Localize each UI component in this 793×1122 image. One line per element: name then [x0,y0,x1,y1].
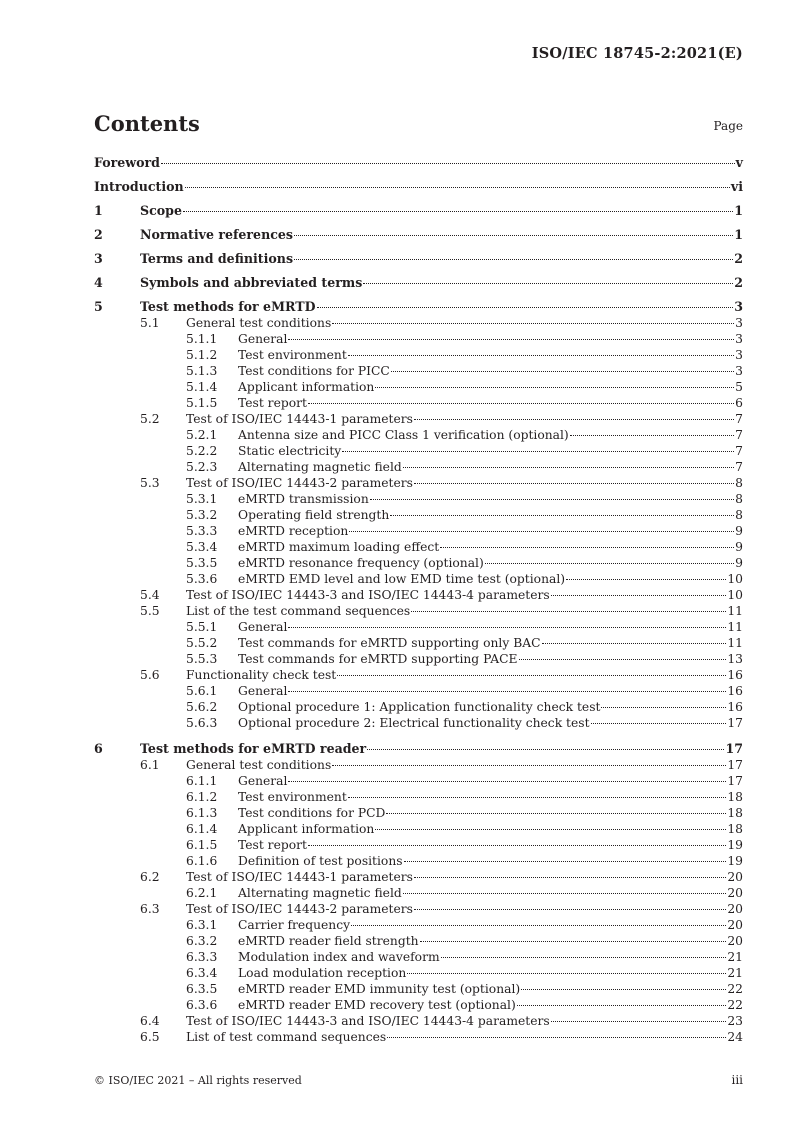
toc-entry[interactable] [94,443,743,459]
toc-entry-page: 21 [727,966,743,980]
toc-entry-title: Definition of test positions [238,854,403,868]
toc-entry-title: Symbols and abbreviated terms [140,275,363,290]
toc-leader-dots [521,989,726,990]
toc-entry[interactable] [94,917,743,933]
toc-entry-title: Foreword [94,155,160,170]
toc-entry-number: 6.2.1 [186,886,218,900]
toc-leader-dots [403,467,734,468]
toc-entry[interactable] [94,949,743,965]
toc-entry-number: 5.1.1 [186,332,218,346]
toc-leader-dots [387,1037,726,1038]
page-column-label: Page [713,119,743,133]
toc-entry-number: 5.6.3 [186,716,218,730]
toc-entry-title: Load modulation reception [238,966,407,980]
toc-entry-title: Test of ISO/IEC 14443-2 parameters [186,476,413,490]
toc-entry-number: 4 [94,275,103,290]
toc-entry-page: 23 [727,1014,743,1028]
toc-leader-dots [403,893,727,894]
toc-entry-title: Test commands for eMRTD supporting PACE [238,652,518,666]
toc-entry-page: 17 [727,774,743,788]
toc-entry-title: eMRTD transmission [238,492,369,506]
toc-entry-number: 5.3.1 [186,492,218,506]
toc-entry-number: 5.3.4 [186,540,218,554]
toc-entry[interactable] [94,821,743,837]
toc-leader-dots [551,1021,727,1022]
toc-entry-page: 17 [727,758,743,772]
toc-entry[interactable] [94,523,743,539]
toc-entry-title: Normative references [140,227,294,242]
toc-entry-page: 22 [727,998,743,1012]
toc-entry-number: 2 [94,227,103,242]
toc-leader-dots [420,941,727,942]
toc-entry-title: General test conditions [186,316,332,330]
toc-entry-title: Test of ISO/IEC 14443-2 parameters [186,902,413,916]
toc-entry-number: 5.6 [140,668,160,682]
toc-entry[interactable] [94,619,743,635]
toc-leader-dots [601,707,726,708]
toc-entry-title: Test of ISO/IEC 14443-1 parameters [186,870,413,884]
toc-entry[interactable] [94,869,743,885]
toc-entry[interactable] [94,475,743,491]
toc-entry-page: 7 [735,444,743,458]
toc-entry-page: 10 [727,572,743,586]
toc-entry-page: 7 [735,412,743,426]
toc-entry-number: 6.3.5 [186,982,218,996]
toc-entry-number: 5.6.2 [186,700,218,714]
toc-entry-page: 5 [735,380,743,394]
toc-leader-dots [591,723,727,724]
toc-entry[interactable] [94,699,743,715]
toc-entry-number: 6.3.6 [186,998,218,1012]
toc-entry-number: 5.5 [140,604,160,618]
toc-entry[interactable] [94,1013,743,1029]
toc-leader-dots [367,749,724,750]
toc-entry-number: 3 [94,251,103,266]
toc-entry-page: 20 [727,886,743,900]
page-number: iii [731,1073,743,1087]
toc-entry-page: 18 [727,790,743,804]
toc-entry-title: General [238,774,288,788]
toc-entry-title: List of the test command sequences [186,604,411,618]
toc-entry-title: eMRTD reader EMD recovery test (optional) [238,998,516,1012]
toc-entry-number: 6.3.3 [186,950,218,964]
toc-entry-number: 5.2.3 [186,460,218,474]
toc-entry-number: 5.5.1 [186,620,218,634]
toc-entry-title: eMRTD reception [238,524,349,538]
toc-entry-page: 20 [727,934,743,948]
toc-entry[interactable] [94,757,743,773]
toc-leader-dots [332,765,726,766]
toc-leader-dots [332,323,734,324]
toc-entry-page: v [735,155,743,170]
toc-entry-page: 16 [727,668,743,682]
toc-entry-number: 6.3 [140,902,160,916]
toc-entry-title: Alternating magnetic field [238,460,402,474]
toc-leader-dots [566,579,726,580]
toc-entry[interactable] [94,997,743,1013]
toc-entry-title: List of test command sequences [186,1030,387,1044]
toc-entry-number: 6.2 [140,870,160,884]
toc-entry-title: Test environment [238,790,347,804]
toc-leader-dots [288,781,726,782]
toc-entry-title: Test report [238,838,307,852]
toc-entry[interactable] [94,965,743,981]
toc-entry-title: Applicant information [238,380,375,394]
toc-leader-dots [342,451,734,452]
toc-entry[interactable] [94,491,743,507]
toc-entry[interactable] [94,1029,743,1045]
toc-entry[interactable] [94,885,743,901]
toc-entry[interactable] [94,379,743,395]
toc-entry-title: eMRTD reader EMD immunity test (optional) [238,982,521,996]
toc-entry-page: 3 [735,364,743,378]
toc-leader-dots [294,235,733,236]
toc-entry-number: 6.4 [140,1014,160,1028]
toc-entry-page: 17 [727,716,743,730]
toc-entry-number: 6.1.1 [186,774,218,788]
toc-entry-number: 5.1.3 [186,364,218,378]
toc-entry-title: Scope [140,203,182,218]
toc-entry-page: 18 [727,822,743,836]
toc-entry-title: Modulation index and waveform [238,950,440,964]
toc-entry-title: eMRTD maximum loading effect [238,540,440,554]
toc-entry-title: Static electricity [238,444,342,458]
toc-entry-number: 6.3.4 [186,966,218,980]
document-id-header: ISO/IEC 18745-2:2021(E) [531,45,743,62]
toc-leader-dots [517,1005,727,1006]
toc-entry-title: Test commands for eMRTD supporting only BAC [238,636,541,650]
toc-entry-number: 6.3.2 [186,934,218,948]
toc-entry[interactable] [94,773,743,789]
toc-entry-title: General test conditions [186,758,332,772]
toc-leader-dots [485,563,734,564]
toc-entry-title: Optional procedure 1: Application functionality check test [238,700,601,714]
toc-leader-dots [386,813,726,814]
toc-leader-dots [390,515,734,516]
toc-leader-dots [440,547,734,548]
toc-leader-dots [519,659,727,660]
toc-entry[interactable] [94,347,743,363]
toc-entry-title: General [238,332,288,346]
toc-entry[interactable] [94,315,743,331]
toc-entry[interactable] [94,715,743,731]
toc-entry-page: 3 [734,299,743,314]
toc-entry[interactable] [94,635,743,651]
toc-entry-number: 6.5 [140,1030,160,1044]
toc-leader-dots [375,829,726,830]
toc-entry-page: 18 [727,806,743,820]
toc-entry-number: 5.1.5 [186,396,218,410]
toc-entry-page: 6 [735,396,743,410]
toc-entry-page: 19 [727,838,743,852]
toc-entry-page: 8 [735,508,743,522]
toc-entry-number: 5.2 [140,412,160,426]
toc-entry-number: 5.3.5 [186,556,218,570]
toc-leader-dots [294,259,733,260]
toc-entry-page: 3 [735,316,743,330]
toc-entry[interactable] [94,587,743,603]
toc-entry-title: Introduction [94,179,184,194]
toc-leader-dots [411,611,726,612]
toc-entry[interactable] [94,539,743,555]
toc-entry-number: 5.1.4 [186,380,218,394]
toc-entry[interactable] [94,741,743,757]
toc-entry[interactable] [94,395,743,411]
toc-leader-dots [441,957,727,958]
toc-entry[interactable] [94,667,743,683]
toc-leader-dots [551,595,727,596]
toc-entry-title: Test conditions for PICC [238,364,390,378]
toc-leader-dots [370,499,734,500]
toc-entry-page: 19 [727,854,743,868]
toc-entry-number: 5.1 [140,316,160,330]
toc-entry-page: vi [730,179,743,194]
toc-entry-page: 11 [727,636,743,650]
toc-entry-number: 5.6.1 [186,684,218,698]
toc-entry-page: 21 [727,950,743,964]
toc-entry[interactable] [94,227,743,243]
toc-entry-number: 5.4 [140,588,160,602]
toc-entry-page: 9 [735,556,743,570]
toc-leader-dots [185,187,730,188]
toc-entry-title: Carrier frequency [238,918,351,932]
toc-leader-dots [288,339,734,340]
toc-entry-number: 6.1.5 [186,838,218,852]
toc-entry[interactable] [94,507,743,523]
toc-entry-page: 9 [735,540,743,554]
toc-entry-number: 5 [94,299,103,314]
toc-entry[interactable] [94,603,743,619]
toc-entry-number: 6.1.2 [186,790,218,804]
toc-entry-page: 10 [727,588,743,602]
toc-entry[interactable] [94,683,743,699]
toc-entry-number: 5.5.3 [186,652,218,666]
toc-entry-title: Antenna size and PICC Class 1 verification (optional) [238,428,569,442]
toc-leader-dots [351,925,726,926]
toc-leader-dots [404,861,727,862]
toc-leader-dots [308,403,734,404]
toc-entry-number: 1 [94,203,103,218]
toc-entry-title: General [238,684,288,698]
toc-entry-number: 5.3.6 [186,572,218,586]
toc-entry-page: 20 [727,902,743,916]
toc-entry-page: 16 [727,700,743,714]
toc-entry-page: 22 [727,982,743,996]
toc-entry[interactable] [94,651,743,667]
toc-entry[interactable] [94,805,743,821]
toc-entry-page: 13 [727,652,743,666]
toc-entry[interactable] [94,275,743,291]
toc-leader-dots [288,627,726,628]
toc-leader-dots [391,371,734,372]
toc-entry-number: 6.1 [140,758,160,772]
toc-entry[interactable] [94,179,743,195]
toc-leader-dots [363,283,733,284]
toc-entry[interactable] [94,853,743,869]
toc-entry-page: 11 [727,604,743,618]
toc-entry-number: 6.1.3 [186,806,218,820]
toc-entry-number: 5.3.2 [186,508,218,522]
toc-entry[interactable] [94,459,743,475]
toc-entry-number: 6.1.6 [186,854,218,868]
toc-entry-number: 5.1.2 [186,348,218,362]
toc-entry[interactable] [94,203,743,219]
toc-entry-title: Terms and definitions [140,251,294,266]
toc-entry-title: Operating field strength [238,508,390,522]
toc-leader-dots [414,419,734,420]
toc-entry-page: 2 [734,251,743,266]
toc-leader-dots [414,909,726,910]
toc-entry-number: 5.5.2 [186,636,218,650]
toc-entry-title: Test environment [238,348,347,362]
toc-entry-title: Test report [238,396,307,410]
toc-entry-title: Test methods for eMRTD [140,299,316,314]
toc-entry[interactable] [94,933,743,949]
toc-leader-dots [161,163,735,164]
toc-leader-dots [348,797,727,798]
toc-entry-page: 17 [725,741,743,756]
toc-leader-dots [349,531,734,532]
toc-entry[interactable] [94,981,743,997]
toc-entry[interactable] [94,837,743,853]
toc-leader-dots [348,355,734,356]
toc-entry-page: 7 [735,460,743,474]
toc-entry-title: Test of ISO/IEC 14443-1 parameters [186,412,413,426]
toc-entry[interactable] [94,331,743,347]
toc-leader-dots [317,307,734,308]
toc-entry-title: General [238,620,288,634]
toc-entry-title: Alternating magnetic field [238,886,402,900]
toc-entry-page: 1 [734,227,743,242]
toc-entry-number: 6.1.4 [186,822,218,836]
toc-leader-dots [183,211,733,212]
toc-entry-title: Functionality check test [186,668,337,682]
toc-entry[interactable] [94,155,743,171]
toc-leader-dots [542,643,727,644]
toc-entry-page: 9 [735,524,743,538]
toc-entry-title: eMRTD reader field strength [238,934,419,948]
toc-entry-page: 2 [734,275,743,290]
toc-entry-number: 6.3.1 [186,918,218,932]
toc-leader-dots [414,877,726,878]
toc-leader-dots [414,483,734,484]
toc-entry-title: Test of ISO/IEC 14443-3 and ISO/IEC 14443-4 parameters [186,1014,550,1028]
toc-entry-page: 24 [727,1030,743,1044]
toc-entry[interactable] [94,411,743,427]
toc-entry-title: Test methods for eMRTD reader [140,741,367,756]
toc-entry[interactable] [94,555,743,571]
toc-entry-page: 11 [727,620,743,634]
toc-leader-dots [288,691,726,692]
toc-entry-page: 20 [727,918,743,932]
toc-leader-dots [308,845,726,846]
toc-entry-title: Applicant information [238,822,375,836]
toc-entry-page: 8 [735,476,743,490]
toc-entry-number: 5.2.1 [186,428,218,442]
toc-leader-dots [570,435,734,436]
toc-leader-dots [337,675,726,676]
toc-entry[interactable] [94,363,743,379]
toc-entry[interactable] [94,789,743,805]
toc-entry-number: 5.3 [140,476,160,490]
toc-entry-number: 5.2.2 [186,444,218,458]
toc-entry[interactable] [94,251,743,267]
toc-entry[interactable] [94,299,743,315]
copyright-notice: © ISO/IEC 2021 – All rights reserved [94,1074,302,1087]
toc-leader-dots [375,387,734,388]
toc-entry-page: 16 [727,684,743,698]
toc-entry-title: Test of ISO/IEC 14443-3 and ISO/IEC 14443-4 parameters [186,588,550,602]
toc-entry-number: 5.3.3 [186,524,218,538]
toc-entry-title: eMRTD EMD level and low EMD time test (optional) [238,572,566,586]
toc-entry-page: 3 [735,348,743,362]
toc-leader-dots [407,973,726,974]
toc-entry-number: 6 [94,741,103,756]
toc-entry-page: 20 [727,870,743,884]
toc-entry-title: Optional procedure 2: Electrical functionality check test [238,716,590,730]
page-title: Contents [94,111,200,136]
toc-entry-title: Test conditions for PCD [238,806,386,820]
toc-entry[interactable] [94,901,743,917]
toc-entry-page: 3 [735,332,743,346]
toc-entry-title: eMRTD resonance frequency (optional) [238,556,484,570]
toc-entry-page: 7 [735,428,743,442]
toc-entry[interactable] [94,427,743,443]
toc-entry-page: 8 [735,492,743,506]
toc-entry-page: 1 [734,203,743,218]
toc-entry[interactable] [94,571,743,587]
